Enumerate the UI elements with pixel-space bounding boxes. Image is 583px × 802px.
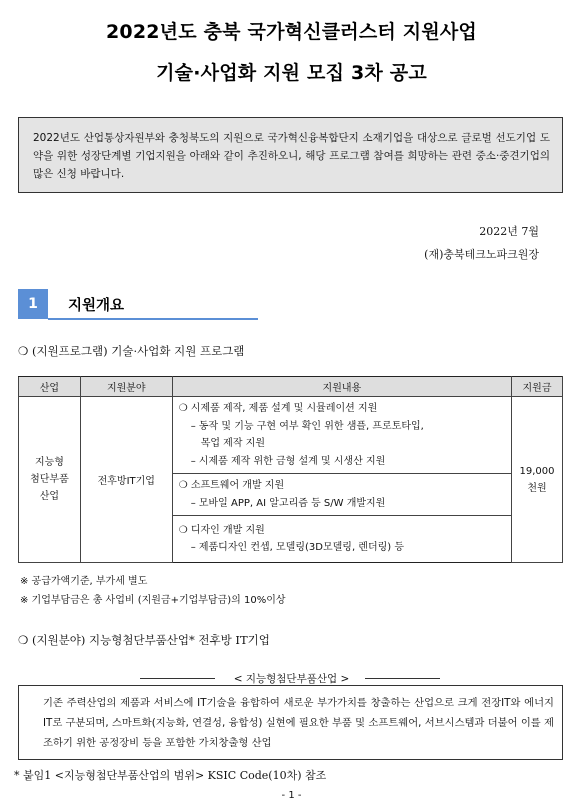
issuing-organization: (재)충북테크노파크원장 bbox=[424, 248, 539, 261]
content-item-prototype bbox=[172, 397, 511, 474]
page-number: - 1 - bbox=[281, 790, 302, 801]
section-underline bbox=[48, 318, 258, 320]
definition-box bbox=[18, 685, 563, 760]
definition-text: 기존 주력산업의 제품과 서비스에 IT기술을 융합하여 새로운 부가가치를 창출하는 산업으로 크게 전장IT와 에너지IT로 구분되며, 스마트화(지능화, 연결성, 융합성) 실현에 필요한 부품 및 소프트웨어, 서브시스템과 더불어 이를 제조하기 위한 공정장비 등을 포함한 가치창출형 산업 bbox=[43, 697, 554, 749]
content-item-line: 목업 제작 지원 bbox=[200, 438, 266, 449]
content-item-line: – 모바일 APP, AI 알고리즘 등 S/W 개발지원 bbox=[190, 497, 386, 509]
cell-amount: 19,000 천원 bbox=[512, 397, 563, 563]
content-item-line: – 동작 및 기능 구현 여부 확인 위한 샘플, 프로토타입, bbox=[190, 420, 424, 432]
title-line-2: 기술·사업화 지원 모집 3차 공고 bbox=[156, 62, 427, 84]
header-content: 지원내용 bbox=[172, 377, 511, 397]
cell-industry: 지능형 첨단부품 산업 bbox=[19, 397, 81, 563]
section-title: 지원개요 bbox=[68, 298, 125, 314]
bullet-support-program: ❍ (지원프로그램) 기술·사업화 지원 프로그램 bbox=[18, 344, 245, 358]
support-table bbox=[18, 376, 563, 563]
intro-box bbox=[18, 117, 563, 193]
note-company-share: ※ 기업부담금은 총 사업비 (지원금+기업부담금)의 10%이상 bbox=[20, 595, 286, 606]
content-item-title: ❍ 시제품 제작, 제품 설계 및 시뮬레이션 지원 bbox=[178, 403, 378, 414]
announcement-date: 2022년 7월 bbox=[479, 225, 539, 238]
content-item-title: ❍ 디자인 개발 지원 bbox=[178, 524, 265, 536]
content-item-software bbox=[172, 474, 511, 516]
header-industry: 산업 bbox=[19, 377, 81, 397]
content-item-design bbox=[172, 516, 511, 563]
content-item-title: ❍ 소프트웨어 개발 지원 bbox=[178, 480, 285, 491]
content-item-line: – 제품디자인 컨셉, 모델링(3D모델링, 렌더링) 등 bbox=[190, 542, 405, 553]
definition-box-label: < 지능형첨단부품산업 > bbox=[233, 673, 350, 685]
section-number: 1 bbox=[18, 289, 48, 319]
bullet-support-field: ❍ (지원분야) 지능형첨단부품산업* 전후방 IT기업 bbox=[18, 633, 270, 647]
note-vat: ※ 공급가액기준, 부가세 별도 bbox=[20, 576, 148, 587]
cell-field: 전후방IT기업 bbox=[80, 397, 172, 563]
reference-note: * 붙임1 <지능형첨단부품산업의 범위> KSIC Code(10차) 참조 bbox=[14, 769, 327, 782]
header-field: 지원분야 bbox=[80, 377, 172, 397]
content-item-line: – 시제품 제작 위한 금형 설계 및 시생산 지원 bbox=[190, 455, 386, 467]
intro-text: 2022년도 산업통상자원부와 충청북도의 지원으로 국가혁신융복합단지 소재기업을 대상으로 글로벌 선도기업 도약을 위한 성장단계별 기업지원을 아래와 같이 추진하오니, 해당 프로그램 참여를 희망하는 관련 중소·중견기업의 많은 신청 바랍니다. bbox=[33, 132, 550, 180]
header-amount: 지원금 bbox=[512, 377, 563, 397]
title-line-1: 2022년도 충북 국가혁신클러스터 지원사업 bbox=[106, 21, 477, 43]
